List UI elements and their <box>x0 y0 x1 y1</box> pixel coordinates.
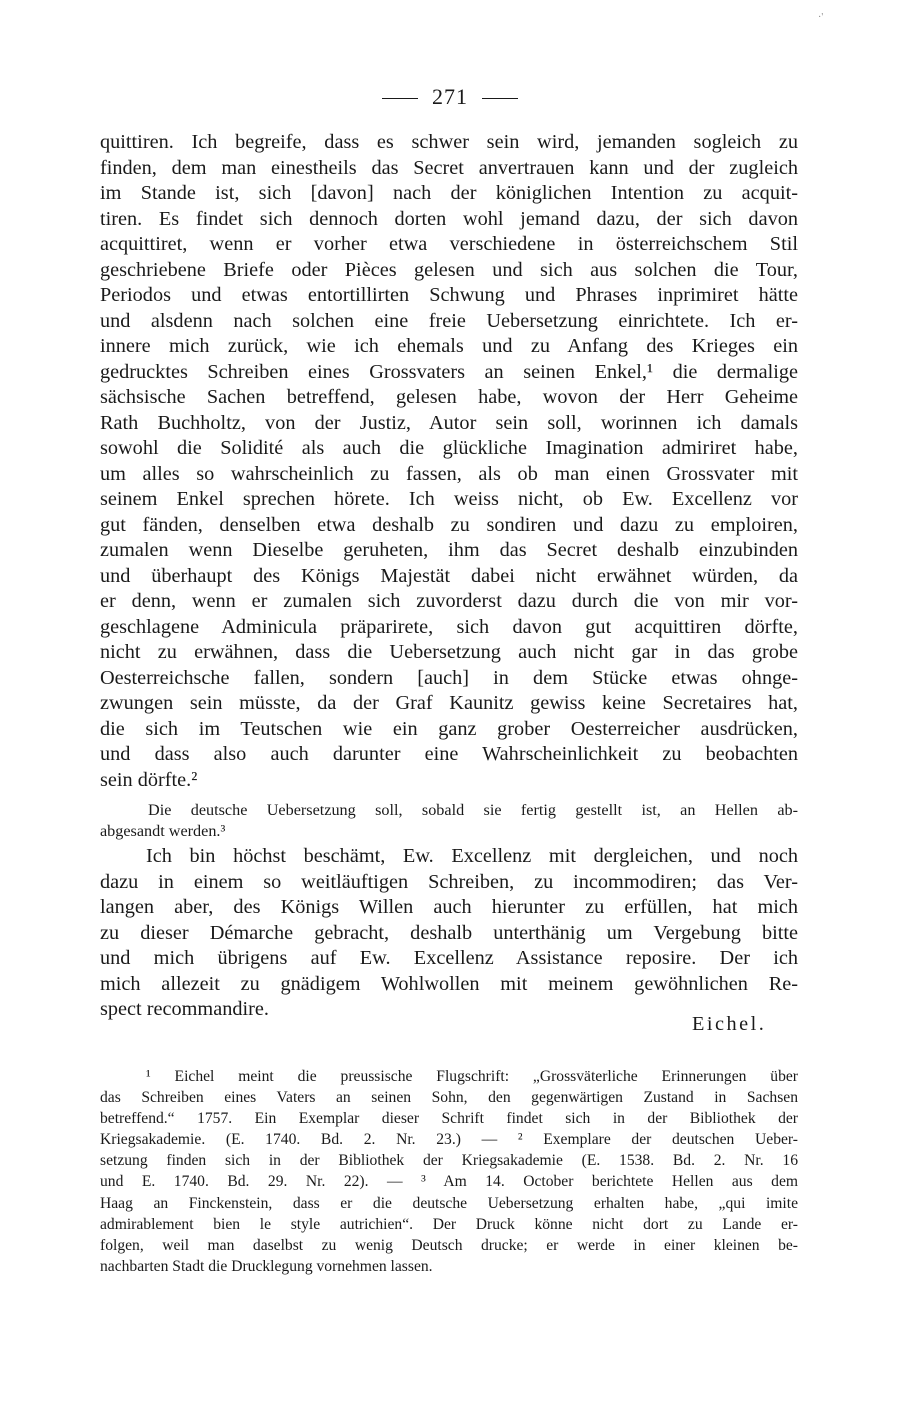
page-number: 271 <box>432 84 468 109</box>
footnote-line: folgen, weil man daselbst zu wenig Deutsch drucke; er werde in einer kleinen be- <box>100 1236 798 1254</box>
footnote-line: Haag an Finckenstein, dass er die deutsche Uebersetzung erhalten habe, „qui imite <box>100 1194 798 1212</box>
text-line: geschlagene Adminicula präparirete, sich davon gut acquittiren dörfte, <box>100 615 798 638</box>
text-line: im Stande ist, sich [davon] nach der königlichen Intention zu acquit- <box>100 182 798 204</box>
signature: Eichel. <box>692 1013 767 1035</box>
header-rule-right <box>482 98 518 99</box>
footnote-line: und E. 1740. Bd. 29. Nr. 22). — ³ Am 14. October berichtete Hellen aus dem <box>100 1173 798 1191</box>
footnote-line: admirablement bien le style autrichien“. Der Druck könne nicht dort zu Lande er- <box>100 1215 798 1233</box>
text-line: die sich im Teutschen wie ein ganz grober Oesterreicher ausdrücken, <box>100 717 798 740</box>
text-line: gut fänden, denselben etwa deshalb zu sondiren und dazu zu emploiren, <box>100 513 798 536</box>
text-line: innere mich zurück, wie ich ehemals und zu Anfang des Krieges ein <box>100 335 798 357</box>
text-line: und alsdenn nach solchen eine freie Uebersetzung einrichtete. Ich er- <box>100 309 798 332</box>
note-line: abgesandt werden.³ <box>100 822 226 840</box>
text-line: sächsische Sachen betreffend, gelesen habe, wovon der Herr Geheime <box>100 386 798 408</box>
text-line: zumalen wenn Dieselbe geruheten, ihm das Secret deshalb einzubinden <box>100 539 798 561</box>
scan-mark: ·' <box>818 12 824 23</box>
text-line: nicht zu erwähnen, dass die Uebersetzung auch nicht gar in das grobe <box>100 641 798 663</box>
text-line: dazu in einem so weitläuftigen Schreiben, zu incommodiren; das Ver- <box>100 870 798 893</box>
text-line: seinem Enkel sprechen hörete. Ich weiss nicht, ob Ew. Excellenz vor <box>100 488 798 510</box>
footnotes <box>100 1066 798 1277</box>
text-line: Periodos und etwas entortillirten Schwung und Phrases inprimiret hätte <box>100 284 798 306</box>
text-line: quittiren. Ich begreife, dass es schwer sein wird, jemanden sogleich zu <box>100 131 798 153</box>
text-line: sein dörfte.² <box>100 768 198 791</box>
header-rule-left <box>382 98 418 99</box>
footnote-line: betreffend.“ 1757. Ein Exemplar dieser Schrift findet sich in der Bibliothek der <box>100 1110 798 1128</box>
text-line: acquittiret, wenn er vorher etwa verschiedene in österreichschem Stil <box>100 233 798 255</box>
footnote-line: Kriegsakademie. (E. 1740. Bd. 2. Nr. 23.) — ² Exemplare der deutschen Ueber- <box>100 1131 798 1149</box>
text-line: um alles so wahrscheinlich zu fassen, als ob man einen Grossvater mit <box>100 462 798 485</box>
closing-paragraph <box>100 844 798 1023</box>
footnote-line: ¹ Eichel meint die preussische Flugschrift: „Grossväterliche Erinnerungen über <box>146 1068 798 1085</box>
note-line: Die deutsche Uebersetzung soll, sobald sie fertig gestellt ist, an Hellen ab- <box>148 801 798 819</box>
footnote-line: das Schreiben eines Vaters an seinen Sohn, den gegenwärtigen Zustand in Sachsen <box>100 1089 798 1107</box>
text-line: Ich bin höchst beschämt, Ew. Excellenz mit dergleichen, und noch <box>146 845 798 867</box>
text-line: tiren. Es findet sich dennoch dorten wohl jemand dazu, der sich davon <box>100 207 798 230</box>
text-line: und dass also auch darunter eine Wahrscheinlichkeit zu beobachten <box>100 743 798 765</box>
footnote-line: nachbarten Stadt die Drucklegung vornehmen lassen. <box>100 1257 433 1275</box>
inserted-note <box>100 800 798 842</box>
text-line: mich allezeit zu gnädigem Wohlwollen mit meinem gewöhnlichen Re- <box>100 972 798 995</box>
text-line: Rath Buchholtz, von der Justiz, Autor sein soll, worinnen ich damals <box>100 411 798 434</box>
main-paragraph <box>100 130 798 793</box>
text-line: langen aber, des Königs Willen auch hierunter zu erfüllen, hat mich <box>100 896 798 918</box>
page-header <box>0 84 900 110</box>
text-line: und mich übrigens auf Ew. Excellenz Assistance reposire. Der ich <box>100 947 798 969</box>
text-line: gedrucktes Schreiben eines Grossvaters an seinen Enkel,¹ die dermalige <box>100 360 798 383</box>
text-line: sowohl die Solidité als auch die glückliche Imagination admiriret habe, <box>100 437 798 459</box>
text-line: spect recommandire. <box>100 998 269 1020</box>
text-line: Oesterreichsche fallen, sondern [auch] in dem Stücke etwas ohnge- <box>100 666 798 689</box>
text-line: geschriebene Briefe oder Pièces gelesen und sich aus solchen die Tour, <box>100 258 798 281</box>
text-line: zu dieser Démarche gebracht, deshalb unterthänig um Vergebung bitte <box>100 921 798 944</box>
footnote-line: setzung finden sich in der Bibliothek der Kriegsakademie (E. 1538. Bd. 2. Nr. 16 <box>100 1152 798 1170</box>
text-line: finden, dem man einestheils das Secret anvertrauen kann und der zugleich <box>100 156 798 179</box>
text-line: zwungen sein müsste, da der Graf Kaunitz gewiss keine Secretaires hat, <box>100 692 798 714</box>
text-line: er denn, wenn er zumalen sich zuvorderst dazu durch die von mir vor- <box>100 590 798 612</box>
text-line: und überhaupt des Königs Majestät dabei nicht erwähnet würden, da <box>100 564 798 587</box>
